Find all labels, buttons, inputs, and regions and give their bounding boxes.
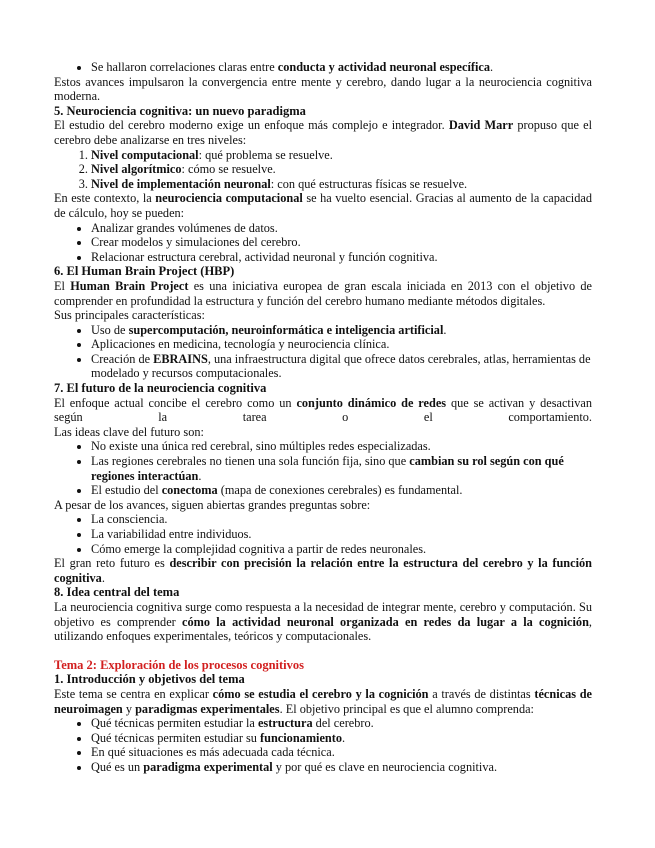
paragraph: [54, 498, 592, 513]
bullet-list: [54, 323, 592, 381]
list-item: [91, 323, 592, 338]
text-run: Tema 2: Exploración de los procesos cognitivos: [54, 657, 305, 672]
bold-text: neurociencia computacional: [155, 191, 303, 206]
text-run: es una iniciativa europea de gran escala iniciada en 2013 con el objetivo de comprender en profundidad la estructura y función del cerebro humano mediante métodos digitales.: [54, 278, 592, 308]
text-run: . El objetivo principal es que el alumno comprenda:: [279, 701, 534, 716]
text-run: propuso que el cerebro debe analizarse en tres niveles:: [54, 118, 592, 147]
bold-text: Human Brain Project: [70, 278, 189, 293]
section-heading: [54, 104, 592, 119]
text-run: La consciencia.: [91, 512, 168, 527]
numbered-list: [54, 148, 592, 192]
text-run: .: [198, 468, 202, 483]
text-run: .: [101, 570, 105, 585]
text-run: Qué técnicas permiten estudiar la: [91, 716, 258, 731]
bullet-list: [54, 716, 592, 774]
bold-text: David Marr: [448, 118, 514, 133]
paragraph: [54, 191, 592, 220]
section-heading: [54, 585, 592, 600]
list-item: [91, 483, 592, 498]
list-item: [91, 221, 592, 236]
bullet-list: [54, 439, 592, 497]
text-run: Las regiones cerebrales no tienen una sola función fija, sino que: [91, 454, 410, 469]
text-run: y: [122, 701, 136, 716]
text-run: La neurociencia cognitiva surge como respuesta a la necesidad de integrar mente, cerebro y computación. Su objetivo es comprender: [54, 599, 592, 629]
list-item: [91, 148, 592, 163]
list-item: [91, 542, 592, 557]
section-heading: [54, 672, 592, 687]
bold-text: Nivel algorítmico: [91, 162, 182, 177]
bold-text: EBRAINS: [153, 351, 208, 366]
text-run: del cerebro.: [312, 716, 374, 731]
bold-text: supercomputación, neuroinformática e inteligencia artificial: [128, 322, 444, 337]
paragraph: [54, 556, 592, 585]
text-run: : con qué estructuras físicas se resuelve.: [270, 176, 468, 191]
bold-text: conectoma: [161, 483, 218, 498]
text-run: Este tema se centra en explicar: [54, 686, 213, 701]
text-run: , una infraestructura digital que ofrece datos cerebrales, atlas, herramientas de modelado y recursos computacionales.: [91, 351, 591, 381]
bold-text: Nivel de implementación neuronal: [91, 176, 271, 191]
bold-text: técnicas de neuroimagen: [54, 686, 592, 716]
paragraph: [54, 687, 592, 716]
list-item: [91, 439, 592, 454]
list-item: [91, 454, 592, 483]
text-run: .: [490, 60, 494, 74]
bold-text: describir con precisión la relación entre la estructura del cerebro y la función cognitiva: [54, 556, 593, 585]
paragraph: [54, 396, 592, 425]
text-run: El gran reto futuro es: [54, 556, 170, 571]
list-item: [91, 760, 592, 775]
text-run: Uso de: [91, 322, 129, 337]
text-run: El enfoque actual concibe el cerebro como un: [54, 395, 297, 410]
text-run: En este contexto, la: [54, 191, 156, 206]
bold-text: cómo se estudia el cerebro y la cognición: [212, 686, 429, 701]
text-run: Relacionar estructura cerebral, actividad neuronal y función cognitiva.: [91, 249, 438, 264]
text-run: La variabilidad entre individuos.: [91, 527, 252, 541]
text-run: , utilizando enfoques experimentales, teóricos y computacionales.: [54, 614, 592, 644]
text-run: 7. El futuro de la neurociencia cognitiva: [54, 381, 267, 396]
section-heading: [54, 381, 592, 396]
paragraph: [54, 279, 592, 308]
text-run: 1. Introducción y objetivos del tema: [54, 672, 245, 687]
text-run: (mapa de conexiones cerebrales) es fundamental.: [217, 483, 463, 498]
list-item: [91, 716, 592, 731]
bold-text: funcionamiento: [260, 730, 343, 745]
bullet-list: [54, 512, 592, 556]
text-run: Qué técnicas permiten estudiar su: [91, 730, 261, 745]
text-run: que se activan y desactivan según la tarea o el comportamiento.: [54, 395, 592, 425]
list-item: [91, 352, 592, 381]
paragraph: [54, 308, 592, 323]
text-run: Las ideas clave del futuro son:: [54, 424, 204, 439]
bullet-list: [54, 60, 592, 75]
bullet-list: [54, 221, 592, 265]
text-run: A pesar de los avances, siguen abiertas grandes preguntas sobre:: [54, 497, 371, 512]
text-run: : qué problema se resuelve.: [198, 147, 333, 162]
bold-text: cómo la actividad neuronal organizada en redes da lugar a la cognición: [182, 614, 589, 629]
list-item: [91, 745, 592, 760]
section-spacer: [54, 644, 592, 658]
text-run: Creación de: [91, 351, 154, 366]
list-item: [91, 177, 592, 192]
list-item: [91, 731, 592, 746]
list-item: [91, 162, 592, 177]
list-item: [91, 60, 592, 75]
bold-text: paradigma experimental: [143, 759, 273, 774]
bold-text: estructura: [257, 716, 313, 731]
text-run: .: [443, 322, 447, 337]
text-run: El estudio del: [91, 483, 162, 498]
text-run: Aplicaciones en medicina, tecnología y neurociencia clínica.: [91, 337, 390, 352]
text-run: .: [342, 730, 346, 745]
text-run: Cómo emerge la complejidad cognitiva a partir de redes neuronales.: [91, 541, 427, 556]
text-run: : cómo se resuelve.: [181, 162, 276, 177]
text-run: Sus principales características:: [54, 308, 205, 323]
paragraph: [54, 600, 592, 644]
bold-text: conducta y actividad neuronal específica: [277, 60, 490, 74]
text-run: En qué situaciones es más adecuada cada técnica.: [91, 745, 335, 760]
text-run: No existe una única red cerebral, sino múltiples redes especializadas.: [91, 439, 431, 454]
bold-text: Nivel computacional: [91, 147, 199, 162]
text-run: 5. Neurociencia cognitiva: un nuevo paradigma: [54, 103, 306, 118]
text-run: El estudio del cerebro moderno exige un enfoque más complejo e integrador.: [54, 118, 449, 133]
text-run: El: [54, 278, 71, 293]
list-item: [91, 527, 592, 542]
text-run: Analizar grandes volúmenes de datos.: [91, 220, 278, 235]
bold-text: conjunto dinámico de redes: [296, 395, 447, 410]
text-run: Qué es un: [91, 759, 144, 774]
section-heading: [54, 264, 592, 279]
text-run: Estos avances impulsaron la convergencia entre mente y cerebro, dando lugar a la neurociencia cognitiva moderna.: [54, 74, 592, 104]
text-run: Se hallaron correlaciones claras entre: [91, 60, 278, 74]
bold-text: paradigmas experimentales: [135, 701, 280, 716]
list-item: [91, 337, 592, 352]
document-page: [54, 60, 592, 775]
text-run: y por qué es clave en neurociencia cognitiva.: [272, 759, 498, 774]
paragraph: [54, 75, 592, 104]
text-run: 6. El Human Brain Project (HBP): [54, 264, 235, 279]
bold-text: cambian su rol según con qué regiones interactúan: [91, 454, 564, 483]
text-run: a través de distintas: [428, 686, 535, 701]
list-item: [91, 250, 592, 265]
text-run: se ha vuelto esencial. Gracias al aumento de la capacidad de cálculo, hoy se pueden:: [54, 191, 592, 220]
text-run: Crear modelos y simulaciones del cerebro.: [91, 235, 301, 250]
text-run: 8. Idea central del tema: [54, 585, 180, 600]
paragraph: [54, 425, 592, 440]
list-item: [91, 512, 592, 527]
list-item: [91, 235, 592, 250]
chapter-title: [54, 658, 592, 673]
paragraph: [54, 118, 592, 147]
